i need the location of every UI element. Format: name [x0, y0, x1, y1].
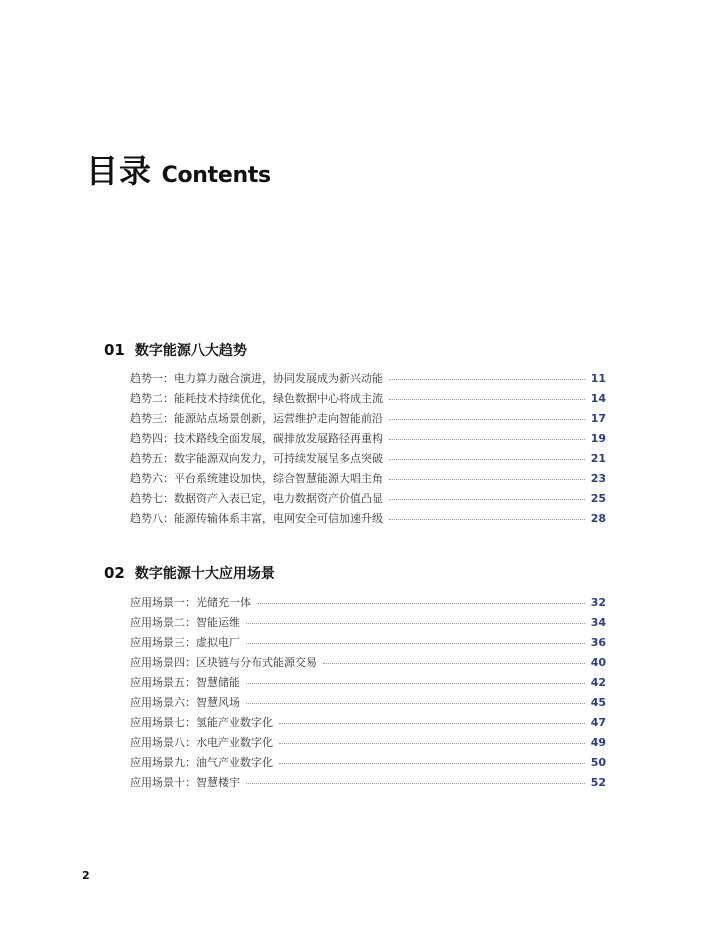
section-title: 数字能源十大应用场景	[134, 566, 275, 582]
toc-entry[interactable]	[130, 652, 606, 672]
toc-entry[interactable]	[130, 428, 606, 448]
toc-entry-label: 趋势二：能耗技术持续优化，绿色数据中心将成主流	[130, 392, 383, 405]
toc-page-number[interactable]: 17	[590, 411, 606, 425]
dot-leader	[389, 379, 585, 380]
toc-page-number[interactable]: 50	[590, 755, 606, 769]
toc-entry[interactable]	[130, 772, 606, 792]
dot-leader	[279, 723, 585, 724]
toc-entry[interactable]	[130, 592, 606, 612]
toc-list-trends	[130, 368, 606, 528]
toc-page-number[interactable]: 11	[590, 371, 606, 385]
toc-page-number[interactable]: 36	[590, 635, 606, 649]
toc-entry-label: 应用场景一：光储充一体	[130, 596, 251, 609]
dot-leader	[246, 783, 585, 784]
toc-entry-label: 应用场景六：智慧风场	[130, 696, 240, 709]
toc-page-number[interactable]: 49	[590, 735, 606, 749]
dot-leader	[389, 459, 585, 460]
toc-page-number[interactable]: 40	[590, 655, 606, 669]
toc-entry-label: 趋势六：平台系统建设加快，综合智慧能源大唱主角	[130, 472, 383, 485]
toc-entry[interactable]	[130, 672, 606, 692]
toc-entry[interactable]	[130, 752, 606, 772]
toc-page-number[interactable]: 14	[590, 391, 606, 405]
toc-entry[interactable]	[130, 732, 606, 752]
toc-entry[interactable]	[130, 692, 606, 712]
title-en: Contents	[161, 163, 271, 188]
toc-page-number[interactable]: 34	[590, 615, 606, 629]
section-number: 01	[104, 341, 125, 359]
dot-leader	[389, 479, 585, 480]
toc-entry[interactable]	[130, 368, 606, 388]
toc-page-number[interactable]: 21	[590, 451, 606, 465]
toc-page-number[interactable]: 19	[590, 431, 606, 445]
toc-page-number[interactable]: 32	[590, 595, 606, 609]
toc-entry[interactable]	[130, 612, 606, 632]
page-title	[86, 146, 271, 192]
dot-leader	[246, 623, 585, 624]
title-zh: 目录	[86, 152, 153, 190]
section-title: 数字能源八大趋势	[134, 343, 247, 359]
toc-entry-label: 趋势一：电力算力融合演进，协同发展成为新兴动能	[130, 372, 383, 385]
toc-page-number[interactable]: 47	[590, 715, 606, 729]
toc-entry-label: 应用场景三：虚拟电厂	[130, 636, 240, 649]
toc-entry-label: 趋势八：能源传输体系丰富，电网安全可信加速升级	[130, 512, 383, 525]
dot-leader	[246, 683, 585, 684]
dot-leader	[246, 703, 585, 704]
dot-leader	[389, 399, 585, 400]
page-number: 2	[82, 869, 90, 882]
toc-entry-label: 应用场景九：油气产业数字化	[130, 756, 273, 769]
toc-page-number[interactable]: 45	[590, 695, 606, 709]
dot-leader	[389, 439, 585, 440]
toc-page-number[interactable]: 23	[590, 471, 606, 485]
dot-leader	[389, 499, 585, 500]
toc-entry-label: 应用场景四：区块链与分布式能源交易	[130, 656, 317, 669]
toc-page-number[interactable]: 25	[590, 491, 606, 505]
toc-entry[interactable]	[130, 468, 606, 488]
toc-page-number[interactable]: 42	[590, 675, 606, 689]
toc-entry[interactable]	[130, 712, 606, 732]
toc-entry-label: 应用场景七：氢能产业数字化	[130, 716, 273, 729]
toc-entry-label: 应用场景十：智慧楼宇	[130, 776, 240, 789]
toc-entry-label: 趋势四：技术路线全面发展，碳排放发展路径再重构	[130, 432, 383, 445]
dot-leader	[246, 643, 585, 644]
toc-page-number[interactable]: 52	[590, 775, 606, 789]
toc-entry[interactable]	[130, 448, 606, 468]
section-number: 02	[104, 564, 125, 582]
toc-list-scenarios	[130, 592, 606, 792]
toc-entry[interactable]	[130, 508, 606, 528]
toc-page-number[interactable]: 28	[590, 511, 606, 525]
toc-entry[interactable]	[130, 632, 606, 652]
toc-entry[interactable]	[130, 488, 606, 508]
toc-entry-label: 趋势三：能源站点场景创新，运营维护走向智能前沿	[130, 412, 383, 425]
dot-leader	[323, 663, 585, 664]
toc-entry-label: 趋势五：数字能源双向发力，可持续发展呈多点突破	[130, 452, 383, 465]
dot-leader	[389, 419, 585, 420]
dot-leader	[279, 763, 585, 764]
toc-entry-label: 应用场景五：智慧储能	[130, 676, 240, 689]
toc-entry-label: 应用场景八：水电产业数字化	[130, 736, 273, 749]
toc-entry-label: 趋势七：数据资产入表已定，电力数据资产价值凸显	[130, 492, 383, 505]
toc-entry[interactable]	[130, 408, 606, 428]
toc-entry-label: 应用场景二：智能运维	[130, 616, 240, 629]
dot-leader	[257, 603, 585, 604]
dot-leader	[389, 519, 585, 520]
toc-entry[interactable]	[130, 388, 606, 408]
dot-leader	[279, 743, 585, 744]
section-heading-scenarios	[104, 563, 275, 583]
section-heading-trends	[104, 340, 247, 360]
